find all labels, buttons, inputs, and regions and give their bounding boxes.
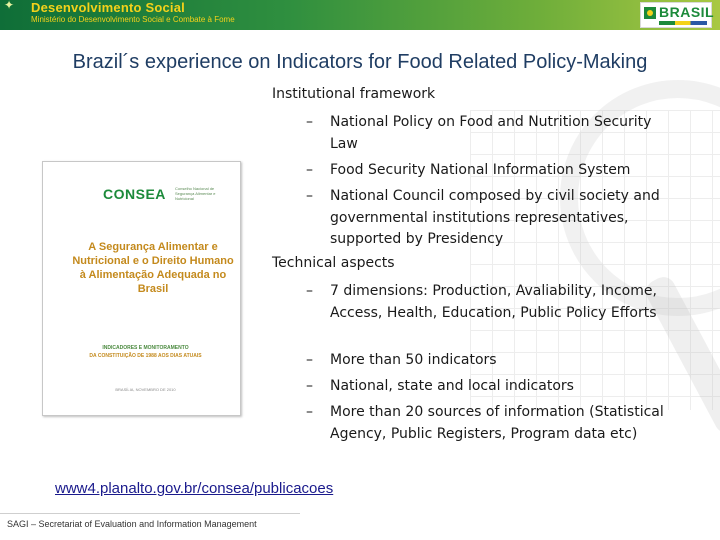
list-item-text: National, state and local indicators xyxy=(330,378,574,394)
section-heading-institutional: Institutional framework xyxy=(272,86,436,102)
list-item xyxy=(306,281,670,324)
consea-publications-link[interactable]: www4.planalto.gov.br/consea/publicacoes xyxy=(55,480,334,497)
report-cover-image xyxy=(42,161,241,416)
section-heading-technical: Technical aspects xyxy=(272,255,395,271)
bullet-dash: – xyxy=(306,283,313,299)
list-item xyxy=(306,186,670,251)
bullet-dash: – xyxy=(306,378,313,394)
list-item-text: More than 50 indicators xyxy=(330,352,497,368)
bullet-dash: – xyxy=(306,114,313,130)
cover-title: A Segurança Alimentar e Nutricional e o Direito Humano à Alimentação Adequada no Brasil xyxy=(72,241,234,295)
header-banner xyxy=(0,0,720,30)
flag-band xyxy=(659,21,707,25)
star-icon: ✦ xyxy=(4,0,15,12)
consea-logo: CONSEA xyxy=(103,186,166,202)
bullet-dash: – xyxy=(306,162,313,178)
bullet-dash: – xyxy=(306,404,313,420)
list-item-text: Food Security National Information System xyxy=(330,162,631,178)
bullet-dash: – xyxy=(306,352,313,368)
slide-title: Brazil´s experience on Indicators for Food Related Policy-Making xyxy=(72,51,648,73)
consea-tagline: Conselho Nacional de Segurança Alimentar e Nutricional xyxy=(175,186,216,201)
list-item xyxy=(306,112,670,155)
list-item-text: 7 dimensions: Production, Avaliability, Income, Access, Health, Education, Public Policy Efforts xyxy=(330,283,657,321)
list-item xyxy=(306,350,670,372)
list-item-text: National Policy on Food and Nutrition Security Law xyxy=(330,114,652,152)
footer-divider xyxy=(0,513,300,514)
list-item xyxy=(306,160,670,182)
list-item-text: National Council composed by civil society and governmental institutions representatives, supported by Presidency xyxy=(330,188,660,247)
list-item xyxy=(306,402,670,445)
brasil-logo-text: BRASIL xyxy=(659,4,715,20)
cover-footer: BRASÍLIA, NOVEMBRO DE 2010 xyxy=(115,387,176,392)
org-subtitle: Ministério do Desenvolvimento Social e Combate à Fome xyxy=(31,15,235,24)
brasil-logo xyxy=(640,2,715,28)
list-item-text: More than 20 sources of information (Statistical Agency, Public Registers, Program data etc) xyxy=(330,404,664,442)
cover-subtitle-2: DA CONSTITUIÇÃO DE 1988 AOS DIAS ATUAIS xyxy=(89,353,202,359)
footer-text: SAGI – Secretariat of Evaluation and Information Management xyxy=(7,519,257,529)
cover-subtitle-1: INDICADORES E MONITORAMENTO xyxy=(102,345,189,351)
flag-icon xyxy=(644,7,656,19)
org-name: Desenvolvimento Social xyxy=(31,0,185,15)
list-item xyxy=(306,376,670,398)
bullet-dash: – xyxy=(306,188,313,204)
